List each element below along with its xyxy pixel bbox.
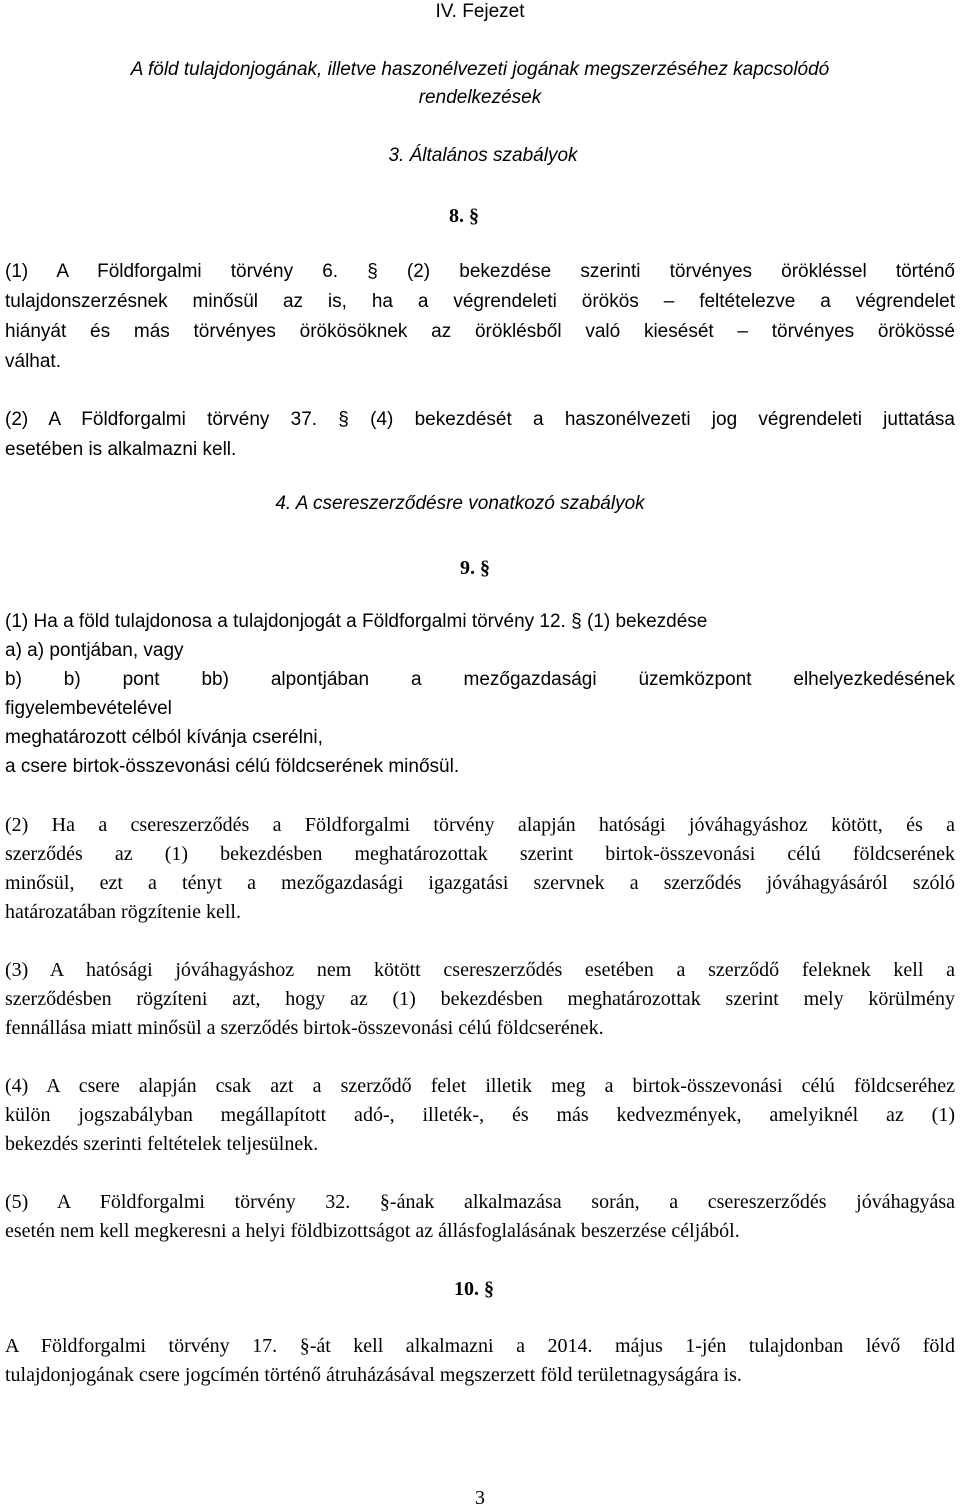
- para-9-5-line-2: esetén nem kell megkeresni a helyi földbizottságot az állásfoglalásának beszerzése céljából.: [5, 1220, 740, 1242]
- para-9-4-line-2: külön jogszabályban megállapított adó-, illeték-, és más kedvezmények, amelyiknél az (1): [5, 1104, 955, 1126]
- para-9-2-line-1: (2) Ha a csereszerződés a Földforgalmi törvény alapján hatósági jóváhagyáshoz kötött, és a: [5, 814, 955, 836]
- para-9-1-line-5: meghatározott célból kívánja cserélni,: [5, 727, 323, 748]
- para-8-1-line-2: tulajdonszerzésnek minősül az is, ha a végrendeleti örökös – feltételezve a végrendelet: [5, 291, 955, 312]
- paragraph-8-number: 8. §: [449, 205, 479, 227]
- para-9-4-line-3: bekezdés szerinti feltételek teljesülnek.: [5, 1133, 319, 1155]
- paragraph-10-number: 10. §: [454, 1278, 494, 1300]
- para-9-2-line-4: határozatában rögzítenie kell.: [5, 901, 241, 923]
- section-3-title: 3. Általános szabályok: [388, 145, 578, 166]
- para-9-1-line-2: a) a) pontjában, vagy: [5, 640, 184, 661]
- para-8-2-line-1: (2) A Földforgalmi törvény 37. § (4) bekezdését a haszonélvezeti jog végrendeleti juttatása: [5, 409, 955, 430]
- para-9-1-line-1: (1) Ha a föld tulajdonosa a tulajdonjogát a Földforgalmi törvény 12. § (1) bekezdése: [5, 611, 708, 632]
- para-9-3-line-1: (3) A hatósági jóváhagyáshoz nem kötött csereszerződés esetében a szerződő feleknek kell a: [5, 959, 955, 981]
- para-9-3-line-2: szerződésben rögzíteni azt, hogy az (1) bekezdésben meghatározottak szerint mely körülmény: [5, 988, 955, 1010]
- para-8-1-line-4: válhat.: [5, 351, 61, 372]
- section-4-title: 4. A csereszerződésre vonatkozó szabályok: [275, 493, 645, 514]
- para-8-1-line-1: (1) A Földforgalmi törvény 6. § (2) bekezdése szerinti törvényes örökléssel történő: [5, 261, 955, 282]
- para-9-2-line-2: szerződés az (1) bekezdésben meghatározottak szerint birtok-összevonási célú földcserének: [5, 843, 955, 865]
- para-9-2-line-3: minősül, ezt a tényt a mezőgazdasági igazgatási szervnek a szerződés jóváhagyásáról szóló: [5, 872, 955, 894]
- chapter-title-line-2: rendelkezések: [418, 87, 542, 108]
- chapter-title-line-1: A föld tulajdonjogának, illetve haszonélvezeti jogának megszerzéséhez kapcsolódó: [130, 59, 830, 80]
- para-9-1-line-3: b) b) pont bb) alpontjában a mezőgazdasági üzemközpont elhelyezkedésének: [5, 669, 955, 690]
- para-9-4-line-1: (4) A csere alapján csak azt a szerződő felet illetik meg a birtok-összevonási célú földcseréhez: [5, 1075, 955, 1097]
- paragraph-9-number: 9. §: [460, 557, 490, 579]
- page-number: 3: [475, 1487, 485, 1509]
- para-8-2-line-2: esetében is alkalmazni kell.: [5, 439, 237, 460]
- para-8-1-line-3: hiányát és más törvényes örökösöknek az öröklésből való kiesését – törvényes örökössé: [5, 321, 955, 342]
- chapter-heading: IV. Fejezet: [435, 1, 525, 22]
- para-9-1-line-4: figyelembevételével: [5, 698, 172, 719]
- para-10-line-2: tulajdonjogának csere jogcímén történő átruházásával megszerzett föld területnagyságára is.: [5, 1364, 742, 1386]
- para-9-1-line-6: a csere birtok-összevonási célú földcserének minősül.: [5, 756, 460, 777]
- para-9-5-line-1: (5) A Földforgalmi törvény 32. §-ának alkalmazása során, a csereszerződés jóváhagyása: [5, 1191, 955, 1213]
- para-9-3-line-3: fennállása miatt minősül a szerződés birtok-összevonási célú földcserének.: [5, 1017, 604, 1039]
- para-10-line-1: A Földforgalmi törvény 17. §-át kell alkalmazni a 2014. május 1-jén tulajdonban lévő föld: [5, 1335, 955, 1357]
